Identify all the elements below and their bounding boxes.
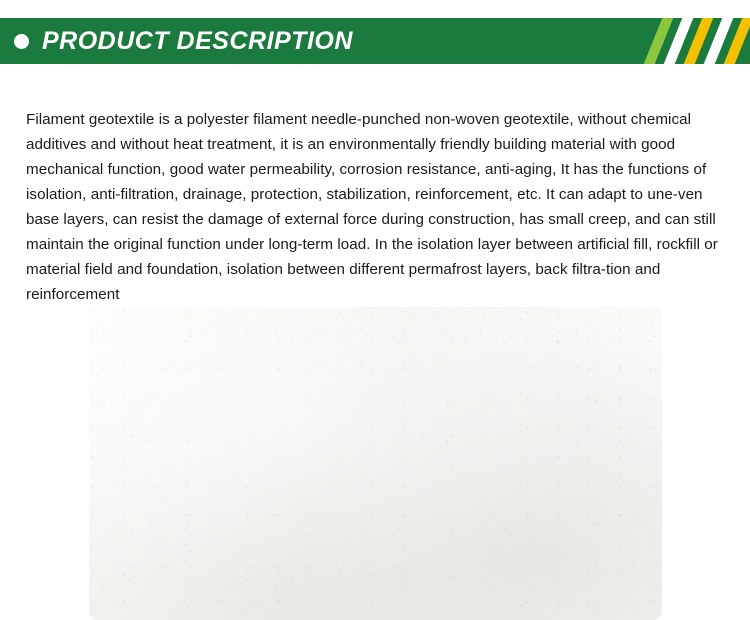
product-description-text: Filament geotextile is a polyester filament needle-punched non-woven geotextile, without chemical additives and without heat treatment, it is an environmentally friendly building material with good mechanical function, good water permeability, corrosion resistance, anti-aging, It has the functions of isolation, anti-filtration, drainage, protection, stabilization, reinforcement, etc. It can adapt to une-ven base layers, can resist the damage of external force during construction, has small creep, and can still maintain the original function under long-term load. In the isolation layer between artificial fill, rockfill or material field and foundation, isolation between different permafrost layers, back filtra-tion and reinforcement xyxy=(26,111,718,304)
product-image xyxy=(89,307,662,620)
page-title: PRODUCT DESCRIPTION xyxy=(42,26,353,55)
fabric-shading-overlay xyxy=(89,307,662,620)
decorative-stripes xyxy=(640,18,750,64)
section-header-banner xyxy=(0,18,750,64)
circle-bullet-icon xyxy=(14,34,29,49)
